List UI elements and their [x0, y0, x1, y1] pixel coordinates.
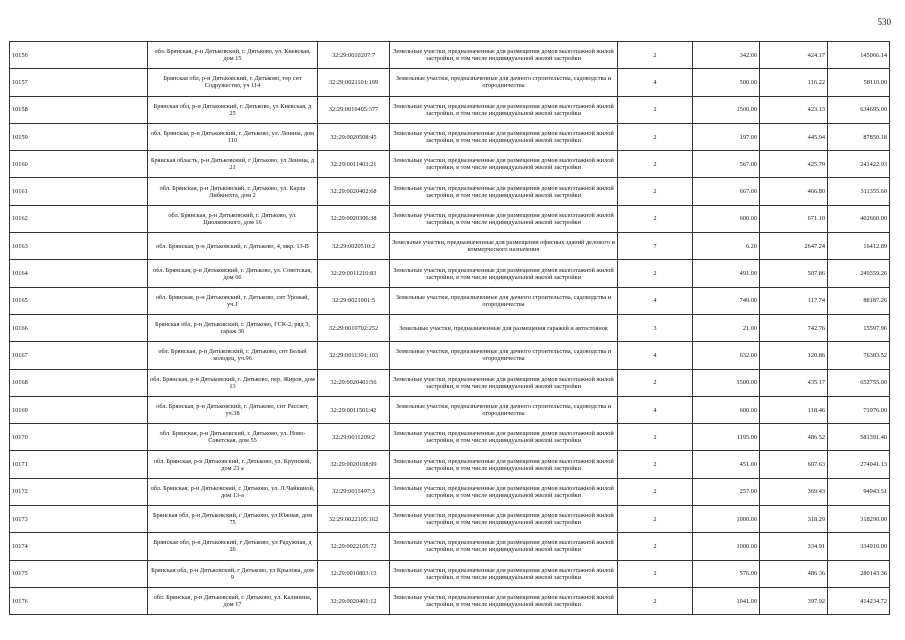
cadastral-value-cell: 87850.18 [828, 123, 890, 150]
group-number-cell: 7 [618, 233, 693, 260]
land-category-cell: Земельные участки, предназначенные для дачного строительства, садоводства и огородничества [390, 69, 618, 96]
specific-value-cell: 486.36 [760, 560, 828, 587]
specific-value-cell: 369.43 [760, 478, 828, 505]
address-cell: обл. Брянская, р-н Дятьковский, г. Дятьково, ул. Крупской, дом 23 а [148, 451, 318, 478]
specific-value-cell: 117.74 [760, 287, 828, 314]
cadastral-number-cell: 32:29:0011209:2 [318, 424, 390, 451]
address-cell: обл. Брянская, р-н Дятьковский, г. Дятьково, ул. Киевская, дом 15 [148, 42, 318, 69]
row-number: 10166 [10, 314, 148, 341]
area-cell: 21.00 [693, 314, 760, 341]
specific-value-cell: 334.91 [760, 533, 828, 560]
cadastral-value-cell: 274041.13 [828, 451, 890, 478]
land-category-cell: Земельные участки, предназначенные для размещения домов малоэтажной жилой застройки, в том числе индивидуальной жилой застройки [390, 533, 618, 560]
table-row [10, 205, 890, 232]
row-number: 10167 [10, 342, 148, 369]
cadastral-number-cell: 32:29:0010405:377 [318, 96, 390, 123]
cadastral-number-cell: 32:29:0011403:21 [318, 151, 390, 178]
cadastral-number-cell: 32:29:0021001:5 [318, 287, 390, 314]
address-cell: Брянская обл, р-н Дятьковский, г Дятьково, ул Крылова, дом 9 [148, 560, 318, 587]
area-cell: 1000.00 [693, 533, 760, 560]
cadastral-value-cell: 414234.72 [828, 587, 890, 614]
address-cell: обл. Брянская, р-н Дятьковский, г. Дятьково, снт Рассвет, уч.38 [148, 396, 318, 423]
cadastral-number-cell: 32:29:0022105:72 [318, 533, 390, 560]
cadastral-number-cell: 32:29:0020401:12 [318, 587, 390, 614]
land-category-cell: Земельные участки, предназначенные для дачного строительства, садоводства и огородничества [390, 342, 618, 369]
group-number-cell: 2 [618, 369, 693, 396]
area-cell: 1041.00 [693, 587, 760, 614]
address-cell: обл. Брянская, р-н Дятьковский, г. Дятьково, ул. Ново-Советская, дом 55 [148, 424, 318, 451]
address-cell: Брянская обл, р-н Дятьковский, г. Дятьково, тер снт Содружество, уч 114 [148, 69, 318, 96]
group-number-cell: 2 [618, 587, 693, 614]
address-cell: обл. Брянская, р-н Дятьковский, г. Дятьково, ул. Советская, дом 66 [148, 260, 318, 287]
table-row [10, 560, 890, 587]
area-cell: 500.00 [693, 69, 760, 96]
cadastral-value-cell: 280143.36 [828, 560, 890, 587]
address-cell: обл. Брянская, р-н Дятьковский, г. Дятьково, пер. Жиров, дом 13 [148, 369, 318, 396]
cadastral-number-cell: 32:29:0011210:83 [318, 260, 390, 287]
table-row [10, 587, 890, 614]
table-row [10, 314, 890, 341]
group-number-cell: 2 [618, 424, 693, 451]
row-number: 10162 [10, 205, 148, 232]
address-cell: обл. Брянская, р-н Дятьковский, г. Дятьково, 4, мкр. 13-В [148, 233, 318, 260]
group-number-cell: 4 [618, 342, 693, 369]
area-cell: 600.00 [693, 205, 760, 232]
specific-value-cell: 2647.24 [760, 233, 828, 260]
specific-value-cell: 466.80 [760, 178, 828, 205]
cadastral-number-cell: 32:29:0011501:42 [318, 396, 390, 423]
area-cell: 451.00 [693, 451, 760, 478]
row-number: 10160 [10, 151, 148, 178]
group-number-cell: 4 [618, 69, 693, 96]
row-number: 10171 [10, 451, 148, 478]
cadastral-value-cell: 334910.00 [828, 533, 890, 560]
cadastral-number-cell: 32:29:0020306:38 [318, 205, 390, 232]
land-category-cell: Земельные участки, предназначенные для размещения домов малоэтажной жилой застройки, в том числе индивидуальной жилой застройки [390, 96, 618, 123]
cadastral-number-cell: 32:29:0020402:68 [318, 178, 390, 205]
cadastral-number-cell: 32:29:0011497:3 [318, 478, 390, 505]
cadastral-value-cell: 652755.00 [828, 369, 890, 396]
row-number: 10176 [10, 587, 148, 614]
area-cell: 1500.00 [693, 96, 760, 123]
cadastral-number-cell: 32:29:0010207:7 [318, 42, 390, 69]
land-category-cell: Земельные участки, предназначенные для размещения домов малоэтажной жилой застройки, в том числе индивидуальной жилой застройки [390, 123, 618, 150]
table-row [10, 123, 890, 150]
table-row [10, 42, 890, 69]
table-row [10, 151, 890, 178]
cadastral-value-cell: 16412.89 [828, 233, 890, 260]
address-cell: Брянская обл, р-н Дятьковский, г. Дятьково, ул Киевская, д 25 [148, 96, 318, 123]
address-cell: обл. Брянская, р-н Дятьковский, г. Дятьково, ул. Ленина, дом 110 [148, 123, 318, 150]
cadastral-value-table [9, 41, 890, 615]
group-number-cell: 2 [618, 506, 693, 533]
table-row [10, 178, 890, 205]
specific-value-cell: 607.63 [760, 451, 828, 478]
table-row [10, 369, 890, 396]
area-cell: 342.00 [693, 42, 760, 69]
table-row [10, 260, 890, 287]
table-row [10, 396, 890, 423]
address-cell: обл. Брянская, р-н Дятьковский, г. Дятьково, снт Урожай, уч.1 [148, 287, 318, 314]
cadastral-value-cell: 58110.00 [828, 69, 890, 96]
land-category-cell: Земельные участки, предназначенные для размещения домов малоэтажной жилой застройки, в том числе индивидуальной жилой застройки [390, 178, 618, 205]
cadastral-number-cell: 32:29:0011301:103 [318, 342, 390, 369]
specific-value-cell: 116.22 [760, 69, 828, 96]
area-cell: 632.00 [693, 342, 760, 369]
land-category-cell: Земельные участки, предназначенные для размещения домов малоэтажной жилой застройки, в том числе индивидуальной жилой застройки [390, 451, 618, 478]
area-cell: 1500.00 [693, 369, 760, 396]
address-cell: Брянская обл, р-н Дятьковский, г Дятьково, ул Радужная, д 26 [148, 533, 318, 560]
land-category-cell: Земельные участки, предназначенные для размещения домов малоэтажной жилой застройки, в том числе индивидуальной жилой застройки [390, 560, 618, 587]
group-number-cell: 2 [618, 478, 693, 505]
cadastral-value-cell: 76383.52 [828, 342, 890, 369]
page-number: 530 [877, 17, 891, 27]
cadastral-number-cell: 32:29:0010702:252 [318, 314, 390, 341]
row-number: 10174 [10, 533, 148, 560]
table-row [10, 506, 890, 533]
land-category-cell: Земельные участки, предназначенные для дачного строительства, садоводства и огородничества [390, 287, 618, 314]
address-cell: обл. Брянская, р-н Дятьковский, г. Дятьково, снт Белый колодец, уч.96 [148, 342, 318, 369]
table-row [10, 96, 890, 123]
group-number-cell: 2 [618, 533, 693, 560]
row-number: 10172 [10, 478, 148, 505]
specific-value-cell: 671.10 [760, 205, 828, 232]
land-category-cell: Земельные участки, предназначенные для размещения домов малоэтажной жилой застройки, в том числе индивидуальной жилой застройки [390, 260, 618, 287]
specific-value-cell: 742.76 [760, 314, 828, 341]
cadastral-number-cell: 32:29:0020108:99 [318, 451, 390, 478]
group-number-cell: 2 [618, 205, 693, 232]
table-row [10, 478, 890, 505]
area-cell: 491.00 [693, 260, 760, 287]
cadastral-number-cell: 32:29:0010803:13 [318, 560, 390, 587]
group-number-cell: 2 [618, 42, 693, 69]
group-number-cell: 2 [618, 560, 693, 587]
row-number: 10156 [10, 42, 148, 69]
specific-value-cell: 486.52 [760, 424, 828, 451]
specific-value-cell: 318.29 [760, 506, 828, 533]
land-category-cell: Земельные участки, предназначенные для размещения домов малоэтажной жилой застройки, в том числе индивидуальной жилой застройки [390, 506, 618, 533]
specific-value-cell: 425.79 [760, 151, 828, 178]
cadastral-value-cell: 318290.00 [828, 506, 890, 533]
table-row [10, 342, 890, 369]
table-row [10, 287, 890, 314]
area-cell: 667.00 [693, 178, 760, 205]
specific-value-cell: 118.46 [760, 396, 828, 423]
group-number-cell: 2 [618, 451, 693, 478]
row-number: 10161 [10, 178, 148, 205]
cadastral-value-cell: 311355.60 [828, 178, 890, 205]
table-row [10, 451, 890, 478]
address-cell: обл. Брянская, р-н Дятьковский, г. Дятьково, ул. Калинина, дом 17 [148, 587, 318, 614]
cadastral-value-cell: 71076.00 [828, 396, 890, 423]
cadastral-number-cell: 32:29:0020401:56 [318, 369, 390, 396]
table-row [10, 69, 890, 96]
specific-value-cell: 445.94 [760, 123, 828, 150]
table-row [10, 233, 890, 260]
cadastral-value-cell: 94943.51 [828, 478, 890, 505]
specific-value-cell: 397.92 [760, 587, 828, 614]
row-number: 10165 [10, 287, 148, 314]
land-category-cell: Земельные участки, предназначенные для размещения домов малоэтажной жилой застройки, в том числе индивидуальной жилой застройки [390, 205, 618, 232]
cadastral-value-cell: 634695.00 [828, 96, 890, 123]
address-cell: Брянская обл, р-н Дятьковский, г Дятьково, ул Южная, дом 75 [148, 506, 318, 533]
address-cell: обл. Брянская, р-н Дятьковский, г. Дятьково, ул. Циолковского, дом 16 [148, 205, 318, 232]
address-cell: Брянская обл, р-н Дятьковский, г. Дятьково, ГСК-2, ряд 3, гараж 36 [148, 314, 318, 341]
cadastral-value-cell: 145066.14 [828, 42, 890, 69]
row-number: 10164 [10, 260, 148, 287]
row-number: 10157 [10, 69, 148, 96]
land-category-cell: Земельные участки, предназначенные для размещения домов малоэтажной жилой застройки, в том числе индивидуальной жилой застройки [390, 424, 618, 451]
row-number: 10175 [10, 560, 148, 587]
land-category-cell: Земельные участки, предназначенные для размещения домов малоэтажной жилой застройки, в том числе индивидуальной жилой застройки [390, 587, 618, 614]
specific-value-cell: 120.86 [760, 342, 828, 369]
specific-value-cell: 507.86 [760, 260, 828, 287]
group-number-cell: 2 [618, 260, 693, 287]
cadastral-value-cell: 15597.96 [828, 314, 890, 341]
land-category-cell: Земельные участки, предназначенные для размещения офисных зданий делового и коммерческого назначения [390, 233, 618, 260]
group-number-cell: 2 [618, 123, 693, 150]
land-category-cell: Земельные участки, предназначенные для размещения гаражей и автостоянок [390, 314, 618, 341]
group-number-cell: 2 [618, 151, 693, 178]
cadastral-number-cell: 32:29:0020510:2 [318, 233, 390, 260]
area-cell: 749.00 [693, 287, 760, 314]
cadastral-number-cell: 32:29:0021101:199 [318, 69, 390, 96]
area-cell: 197.00 [693, 123, 760, 150]
group-number-cell: 4 [618, 287, 693, 314]
area-cell: 1195.00 [693, 424, 760, 451]
cadastral-value-cell: 249359.26 [828, 260, 890, 287]
row-number: 10158 [10, 96, 148, 123]
cadastral-number-cell: 32:29:0020508:45 [318, 123, 390, 150]
row-number: 10169 [10, 396, 148, 423]
land-category-cell: Земельные участки, предназначенные для размещения домов малоэтажной жилой застройки, в том числе индивидуальной жилой застройки [390, 151, 618, 178]
specific-value-cell: 424.17 [760, 42, 828, 69]
area-cell: 257.00 [693, 478, 760, 505]
area-cell: 6.20 [693, 233, 760, 260]
group-number-cell: 2 [618, 178, 693, 205]
row-number: 10168 [10, 369, 148, 396]
row-number: 10159 [10, 123, 148, 150]
row-number: 10173 [10, 506, 148, 533]
address-cell: Брянская область, р-н Дятьковский, г Дятьково, ул Ленина, д 21 [148, 151, 318, 178]
cadastral-value-cell: 88187.26 [828, 287, 890, 314]
area-cell: 1000.00 [693, 506, 760, 533]
cadastral-number-cell: 32:29:0022105:162 [318, 506, 390, 533]
group-number-cell: 3 [618, 314, 693, 341]
land-category-cell: Земельные участки, предназначенные для размещения домов малоэтажной жилой застройки, в том числе индивидуальной жилой застройки [390, 369, 618, 396]
area-cell: 576.00 [693, 560, 760, 587]
land-category-cell: Земельные участки, предназначенные для размещения домов малоэтажной жилой застройки, в том числе индивидуальной жилой застройки [390, 42, 618, 69]
land-category-cell: Земельные участки, предназначенные для размещения домов малоэтажной жилой застройки, в том числе индивидуальной жилой застройки [390, 478, 618, 505]
cadastral-value-cell: 402660.00 [828, 205, 890, 232]
specific-value-cell: 423.13 [760, 96, 828, 123]
area-cell: 567.00 [693, 151, 760, 178]
area-cell: 600.00 [693, 396, 760, 423]
group-number-cell: 4 [618, 396, 693, 423]
table-row [10, 424, 890, 451]
group-number-cell: 2 [618, 96, 693, 123]
cadastral-value-cell: 581391.40 [828, 424, 890, 451]
specific-value-cell: 435.17 [760, 369, 828, 396]
land-category-cell: Земельные участки, предназначенные для дачного строительства, садоводства и огородничества [390, 396, 618, 423]
table-row [10, 533, 890, 560]
row-number: 10163 [10, 233, 148, 260]
address-cell: обл. Брянская, р-н Дятьковский, г. Дятьково, ул. Карла Либкнехта, дом 2 [148, 178, 318, 205]
row-number: 10170 [10, 424, 148, 451]
address-cell: обл. Брянская, р-н Дятьковский, г. Дятьково, ул. Л.Чайкиной, дом 13-а [148, 478, 318, 505]
cadastral-value-cell: 241422.93 [828, 151, 890, 178]
